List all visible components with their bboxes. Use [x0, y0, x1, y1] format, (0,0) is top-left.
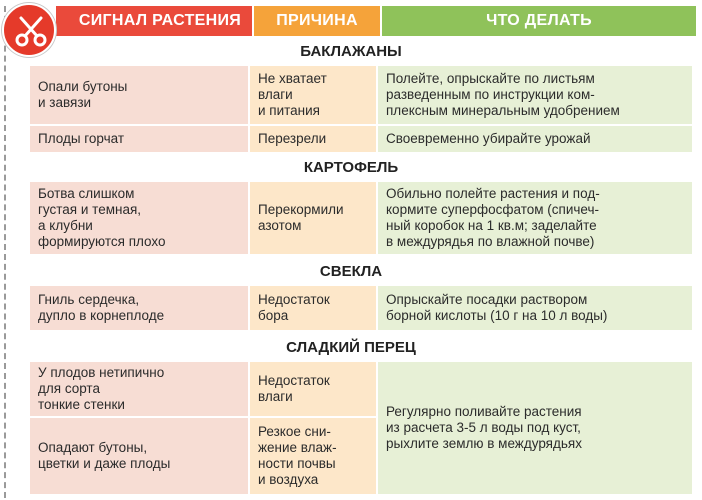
table-cell-cause: Резкое сни- жение влаж- ности почвы и воздуха: [250, 418, 376, 494]
table-cell-signal: Опадают бутоны, цветки и даже плоды: [30, 418, 248, 494]
table-cell-signal: Ботва слишком густая и темная, а клубни формируются плохо: [30, 182, 248, 254]
table-cell-cause: Не хватает влаги и питания: [250, 66, 376, 124]
table-cell-action: Своевременно убирайте урожай: [378, 126, 692, 152]
table-cell-signal: У плодов нетипично для сорта тонкие стенки: [30, 362, 248, 416]
section-title-beet: СВЕКЛА: [6, 256, 696, 286]
header-action: ЧТО ДЕЛАТЬ: [382, 6, 696, 36]
scissors-badge: [2, 3, 56, 57]
section-title-pepper: СЛАДКИЙ ПЕРЕЦ: [6, 332, 696, 362]
header-cause: ПРИЧИНА: [254, 6, 380, 36]
table-cell-cause: Перезрели: [250, 126, 376, 152]
scissors-icon: [11, 12, 51, 52]
table-cell-action: Полейте, опрыскайте по листьям разведенным по инструкции ком- плексным минеральным удобрением: [378, 66, 692, 124]
table-cell-signal: Гниль сердечка, дупло в корнеплоде: [30, 286, 248, 330]
header-signal: СИГНАЛ РАСТЕНИЯ: [56, 6, 252, 36]
row-divider: [30, 416, 376, 418]
table-cell-action-shared: Регулярно поливайте растения из расчета 3-5 л воды под куст, рыхлите землю в междурядьях: [378, 362, 692, 494]
table-cell-action: Обильно полейте растения и под- кормите суперфосфатом (спичеч- ный коробок на 1 кв.м; заделайте в междурядья по влажной почве): [378, 182, 692, 254]
table-cell-signal: Плоды горчат: [30, 126, 248, 152]
table-cell-cause: Перекормили азотом: [250, 182, 376, 254]
section-title-potato: КАРТОФЕЛЬ: [6, 152, 696, 182]
table-cell-cause: Недостаток бора: [250, 286, 376, 330]
table-cell-action: Опрыскайте посадки раствором борной кислоты (10 г на 10 л воды): [378, 286, 692, 330]
section-title-eggplant: БАКЛАЖАНЫ: [6, 36, 696, 66]
table-cell-signal: Опали бутоны и завязи: [30, 66, 248, 124]
table-cell-cause: Недостаток влаги: [250, 362, 376, 416]
